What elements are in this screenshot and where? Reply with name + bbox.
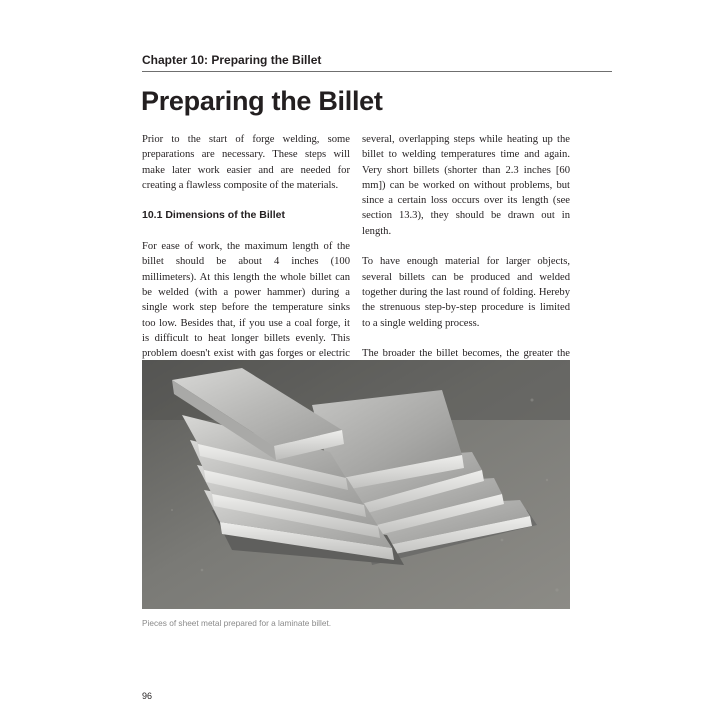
intro-paragraph: Prior to the start of forge welding, some preparations are necessary. These steps will make later work easier and are needed for creating a flawless composite of the materials. xyxy=(142,134,350,191)
text-column-left xyxy=(142,132,350,392)
broader-billet-paragraph: The broader the billet becomes, the greater the xyxy=(362,348,570,360)
header-rule xyxy=(142,71,612,72)
stacked-metal-plates-illustration xyxy=(142,360,570,609)
running-head: Chapter 10: Preparing the Billet xyxy=(142,53,322,67)
figure-caption: Pieces of sheet metal prepared for a laminate billet. xyxy=(142,618,332,628)
larger-objects-paragraph: To have enough material for larger objects, several billets can be produced and welded together during the last round of folding. Hereby the strenuous step-by-step procedure is limited to a single welding process. xyxy=(362,256,570,329)
billet-photo xyxy=(142,360,570,609)
section-heading: 10.1 Dimensions of the Billet xyxy=(142,209,285,222)
page-number: 96 xyxy=(142,691,153,701)
page-title: Preparing the Billet xyxy=(141,86,383,116)
section-paragraph: For ease of work, the maximum length of the billet should be about 4 inches (100 millimeters). At this length the whole billet can be welded (with a power hammer) during a single work step before the temperature sinks too low. Besides that, if you use a coal forge, it is difficult to heat longer billets evenly. This problem doesn't exist with gas forges or electric xyxy=(142,241,350,360)
continued-paragraph: several, overlapping steps while heating up the billet to welding temperatures time and again. Very short billets (shorter than 2.3 inches [60 mm]) can be worked on without problems, but since a certain loss occurs over its length (see section 13.3), they should be drawn out in length. xyxy=(362,134,570,237)
